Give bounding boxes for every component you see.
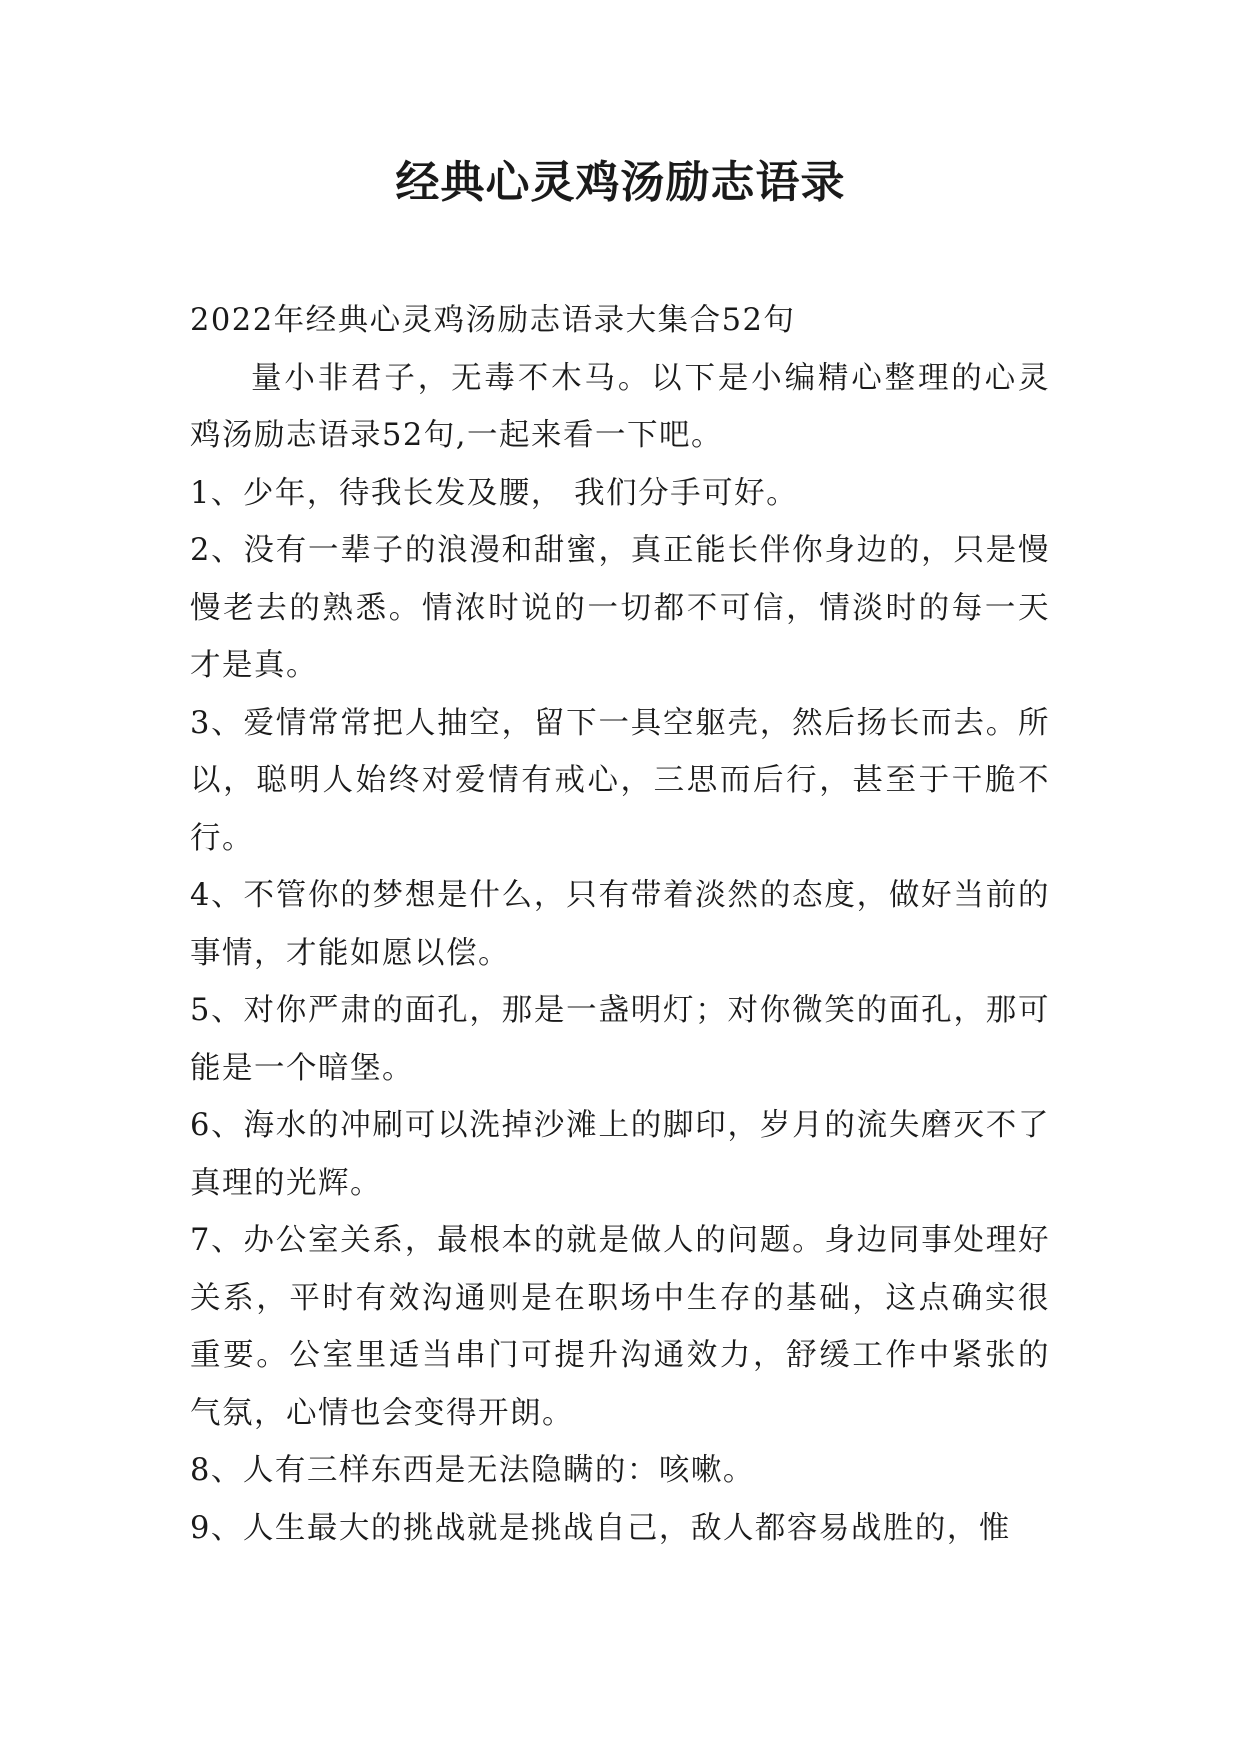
- quote-item: 3、爱情常常把人抽空，留下一具空躯壳，然后扬长而去。所以，聪明人始终对爱情有戒心，三思而后行，甚至于干脆不行。: [190, 705, 1050, 856]
- document-subtitle: 2022年经典心灵鸡汤励志语录大集合52句: [190, 303, 796, 338]
- quote-item: 8、人有三样东西是无法隐瞒的：咳嗽。: [190, 1453, 755, 1488]
- quote-item: 5、对你严肃的面孔，那是一盏明灯；对你微笑的面孔，那可能是一个暗堡。: [190, 993, 1050, 1086]
- quote-item: 6、海水的冲刷可以洗掉沙滩上的脚印，岁月的流失磨灭不了真理的光辉。: [190, 1108, 1050, 1201]
- quote-item: 9、人生最大的挑战就是挑战自己，敌人都容易战胜的，惟: [190, 1510, 1011, 1546]
- document-title: 经典心灵鸡汤励志语录: [395, 157, 846, 208]
- document-body: [190, 292, 1050, 1557]
- quote-item: 2、没有一辈子的浪漫和甜蜜，真正能长伴你身边的，只是慢慢老去的熟悉。情浓时说的一切都不可信，情淡时的每一天才是真。: [190, 533, 1050, 683]
- quote-item: 7、办公室关系，最根本的就是做人的问题。身边同事处理好关系，平时有效沟通则是在职场中生存的基础，这点确实很重要。公室里适当串门可提升沟通效力，舒缓工作中紧张的气氛，心情也会变得开朗。: [190, 1223, 1050, 1431]
- quote-item: 1、少年，待我长发及腰， 我们分手可好。: [190, 475, 799, 511]
- quote-item: 4、不管你的梦想是什么，只有带着淡然的态度，做好当前的事情，才能如愿以偿。: [190, 878, 1050, 971]
- intro-paragraph: 量小非君子，无毒不木马。以下是小编精心整理的心灵鸡汤励志语录52句,一起来看一下吧。: [190, 360, 1050, 453]
